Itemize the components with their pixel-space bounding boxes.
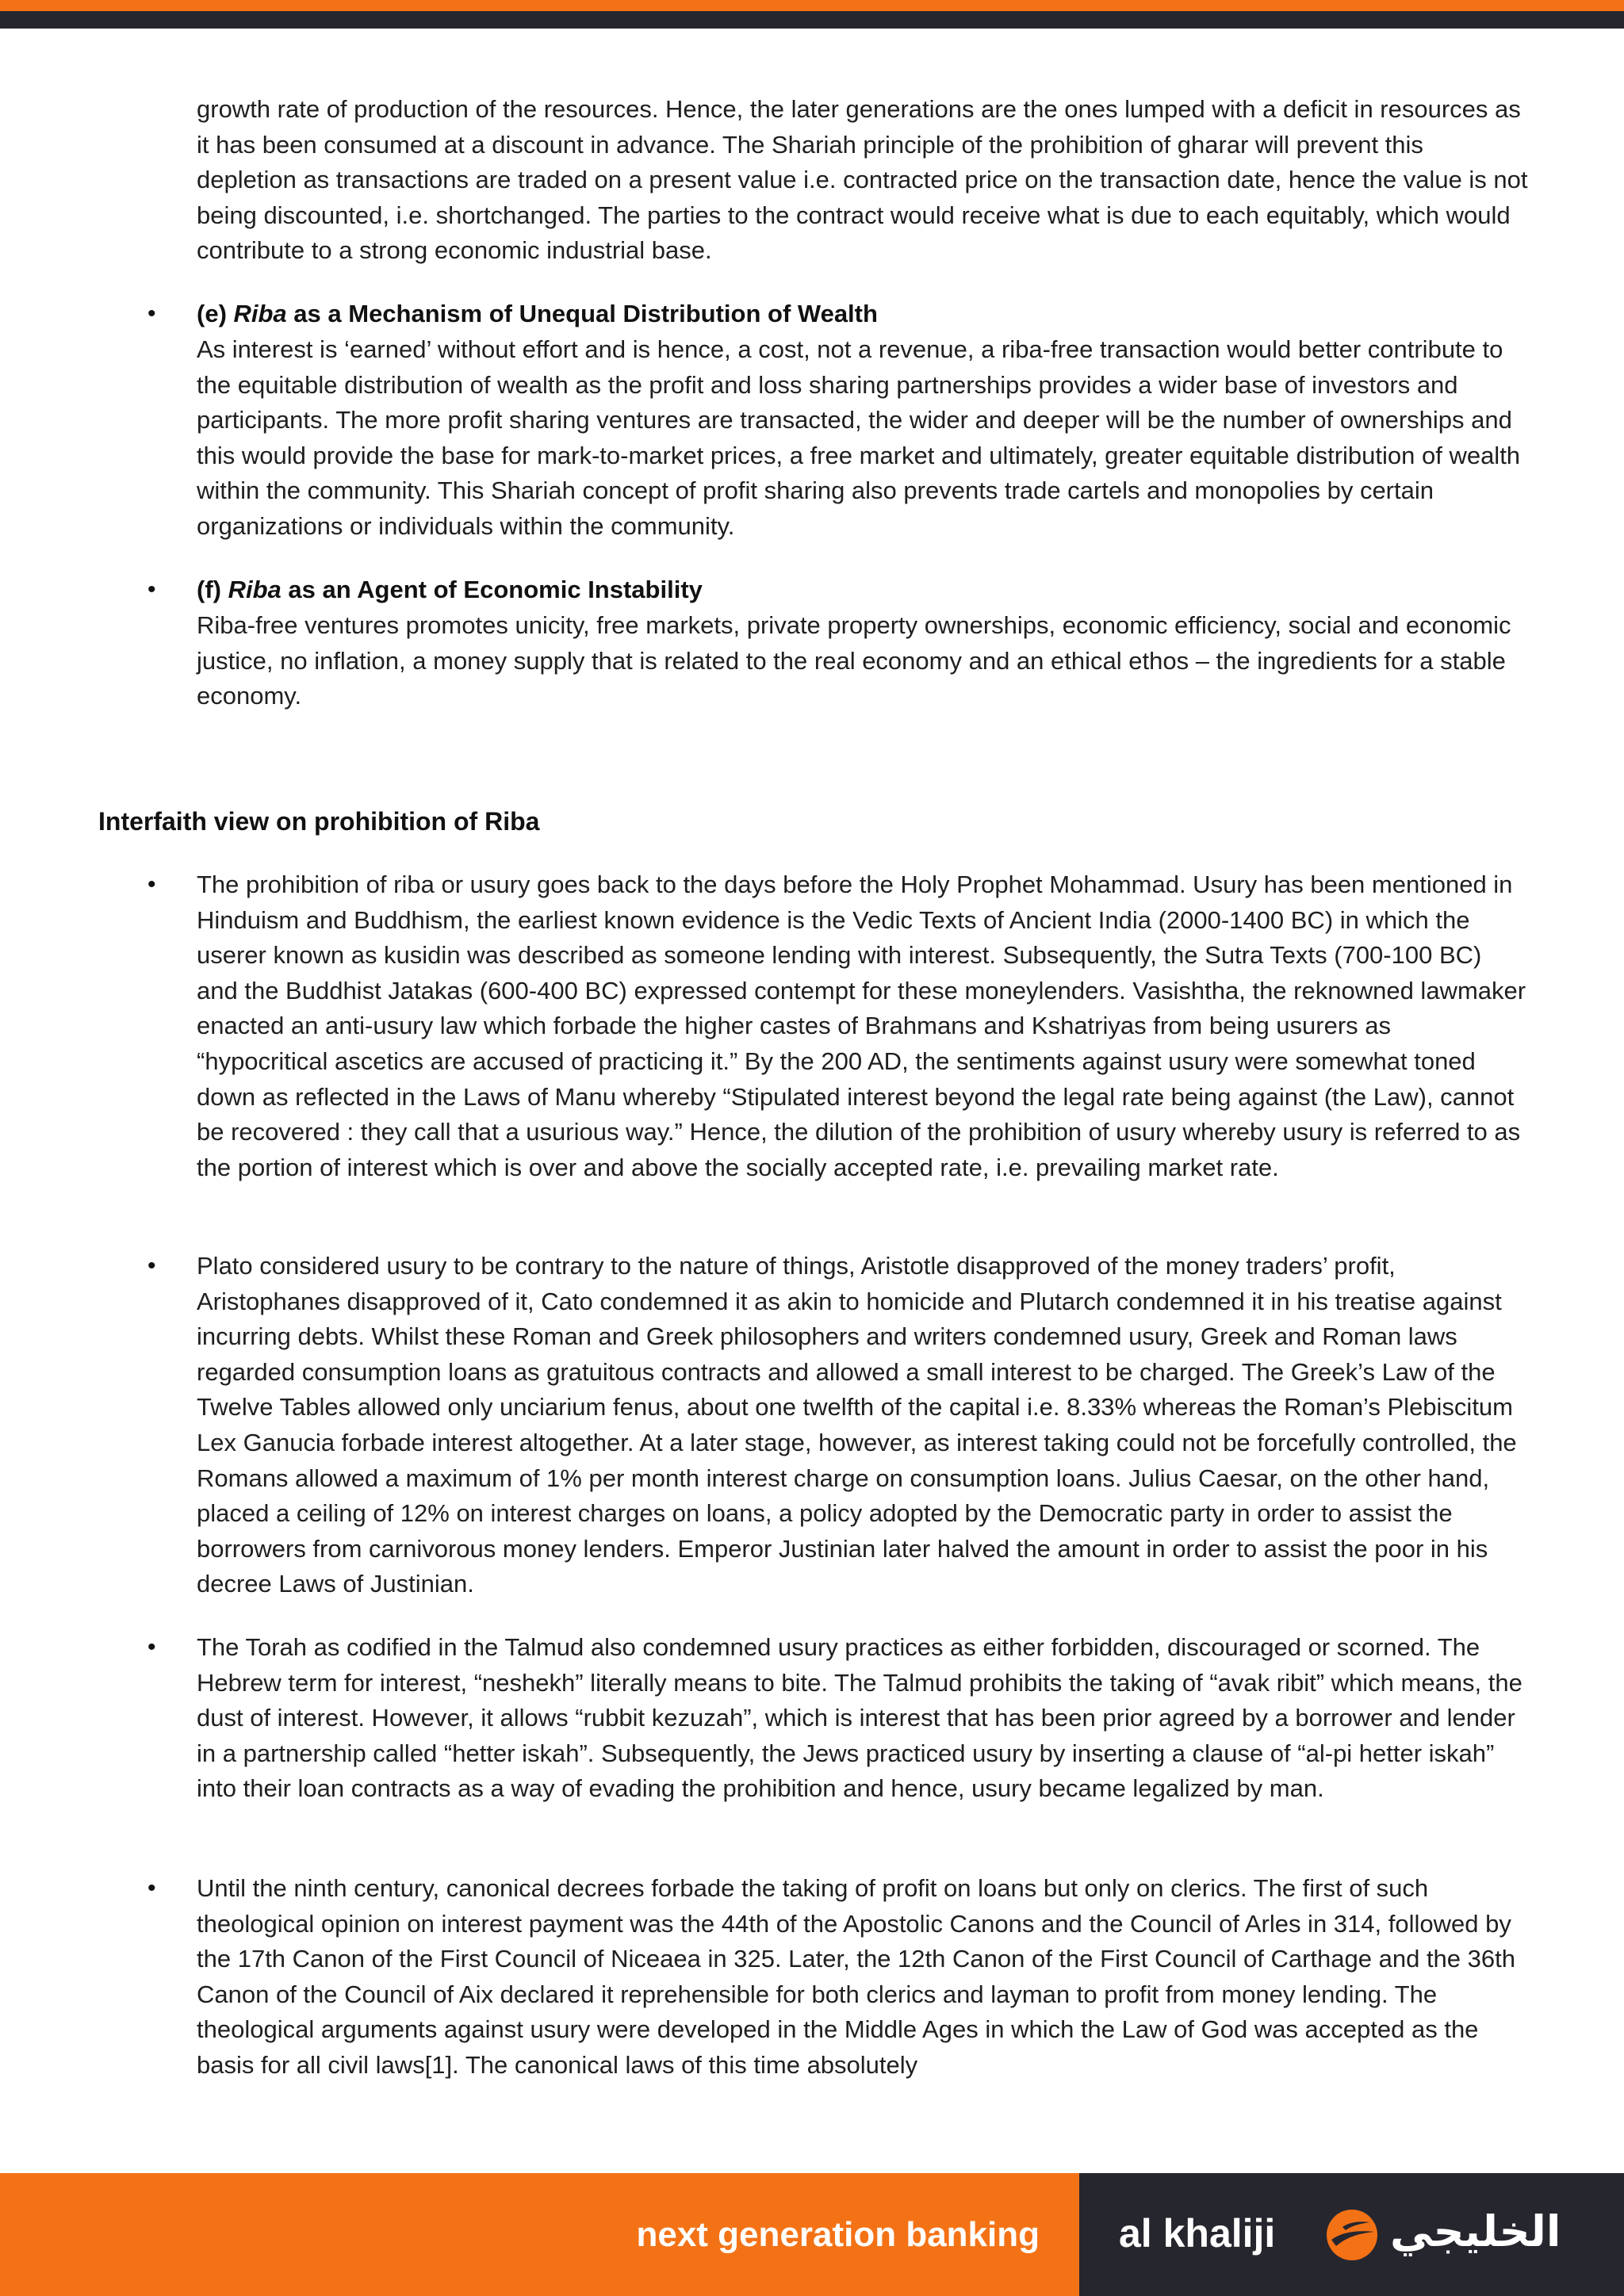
- point-e-body: As interest is ‘earned’ without effort and is hence, a cost, not a revenue, a riba-free transaction would better contribute to the equitable distribution of wealth as the profit and loss sharing partnerships provides a wider base of investors and participants. The more profit sharing ventures are transacted, the wider and deeper will be the number of ownerships and this would provide the base for mark-to-market prices, a free market and ultimately, greater equitable distribution of wealth within the community. This Shariah concept of profit sharing also prevents trade cartels and monopolies by certain organizations or individuals within the community.: [197, 335, 1521, 540]
- top-dark-bar: [0, 11, 1624, 29]
- interfaith-item-1: The prohibition of riba or usury goes back to the days before the Holy Prophet Mohammad. Usury has been mentioned in Hinduism and Buddhism, the earliest known evidence is the Vedic Texts of Ancient India (2000-1400 BC) in which the userer known as kusidin was described as someone lending with interest. Subsequently, the Sutra Texts (700-100 BC) and the Buddhist Jatakas (600-400 BC) expressed contempt for these moneylenders. Vasishtha, the reknowned lawmaker enacted an anti-usury law which forbade the higher castes of Brahmans and Kshatriyas from being usurers as “hypocritical ascetics are accused of practicing it.” By the 200 AD, the sentiments against usury were somewhat toned down as reflected in the Laws of Manu whereby “Stipulated interest beyond the legal rate being against (the Law), cannot be recovered : they call that a usurious way.” Hence, the dilution of the prohibition of usury whereby usury is referred to as the portion of interest which is over and above the socially accepted rate, i.e. prevailing market rate.: [197, 871, 1526, 1181]
- tagline: next generation banking: [636, 2215, 1040, 2254]
- bullet-icon: •: [147, 1253, 156, 1279]
- bullet-icon: •: [147, 871, 156, 897]
- point-e-suffix: as a Mechanism of Unequal Distribution of Wealth: [286, 300, 878, 327]
- point-f-prefix: (f): [197, 576, 228, 603]
- bullet-icon: •: [147, 1634, 156, 1660]
- point-f-body: Riba-free ventures promotes unicity, free markets, private property ownerships, economic efficiency, social and economic justice, no inflation, a money supply that is related to the real economy and an ethical ethos – the ingredients for a stable economy.: [197, 611, 1511, 710]
- intro-paragraph: growth rate of production of the resources. Hence, the later generations are the ones lumped with a deficit in resources as it has been consumed at a discount in advance. The Shariah principle of the prohibition of gharar will prevent this depletion as transactions are traded on a present value i.e. contracted price on the transaction date, hence the value is not being discounted, i.e. shortchanged. The parties to the contract would receive what is due to each equitably, which would contribute to a strong economic industrial base.: [197, 95, 1528, 265]
- footer-tagline-band: [0, 2173, 1079, 2296]
- point-e-title: [197, 297, 1529, 332]
- bullet-icon: •: [147, 576, 156, 603]
- section-heading: Interfaith view on prohibition of Riba: [98, 807, 540, 836]
- brand-name-arabic: الخليجي: [1390, 2206, 1561, 2256]
- brand-name-latin: al khaliji: [1119, 2211, 1276, 2256]
- point-f-suffix: as an Agent of Economic Instability: [281, 576, 703, 603]
- bullet-icon: •: [147, 1875, 156, 1901]
- sun-swoosh-icon: [1325, 2208, 1379, 2262]
- bullet-icon: •: [147, 300, 156, 327]
- interfaith-item-3: The Torah as codified in the Talmud also condemned usury practices as either forbidden, discouraged or scorned. The Hebrew term for interest, “neshekh” literally means to bite. The Talmud prohibits the taking of “avak ribit” which means, the dust of interest. However, it allows “rubbit kezuzah”, which is interest that has been prior agreed by a borrower and lender in a partnership called “hetter iskah”. Subsequently, the Jews practiced usury by inserting a clause of “al-pi hetter iskah” into their loan contracts as a way of evading the prohibition and hence, usury became legalized by man.: [197, 1633, 1522, 1803]
- point-f-title: [197, 572, 1529, 608]
- top-accent-bar: [0, 0, 1624, 11]
- point-e-em: Riba: [233, 300, 287, 327]
- point-f-em: Riba: [228, 576, 282, 603]
- interfaith-item-4: Until the ninth century, canonical decrees forbade the taking of profit on loans but only on clerics. The first of such theological opinion on interest payment was the 44th of the Apostolic Canons and the Council of Arles in 314, followed by the 17th Canon of the First Council of Niceaea in 325. Later, the 12th Canon of the First Council of Carthage and the 36th Canon of the Council of Aix declared it reprehensible for both clerics and layman to profit from money lending. The theological arguments against usury were developed in the Middle Ages in which the Law of God was accepted as the basis for all civil laws[1]. The canonical laws of this time absolutely: [197, 1874, 1515, 2079]
- interfaith-item-2: Plato considered usury to be contrary to the nature of things, Aristotle disapproved of the money traders’ profit, Aristophanes disapproved of it, Cato condemned it as akin to homicide and Plutarch condemned it in his treatise against incurring debts. Whilst these Roman and Greek philosophers and writers condemned usury, Greek and Roman laws regarded consumption loans as gratuitous contracts and allowed a small interest to be charged. The Greek’s Law of the Twelve Tables allowed only unciarium fenus, about one twelfth of the capital i.e. 8.33% whereas the Roman’s Plebiscitum Lex Ganucia forbade interest altogether. At a later stage, however, as interest taking could not be forcefully controlled, the Romans allowed a maximum of 1% per month interest charge on consumption loans. Julius Caesar, on the other hand, placed a ceiling of 12% on interest charges on loans, a policy adopted by the Democratic party in order to assist the borrowers from carnivorous money lenders. Emperor Justinian later halved the amount in order to assist the poor in his decree Laws of Justinian.: [197, 1252, 1517, 1598]
- point-e-prefix: (e): [197, 300, 234, 327]
- footer-brand-band: [1079, 2173, 1624, 2296]
